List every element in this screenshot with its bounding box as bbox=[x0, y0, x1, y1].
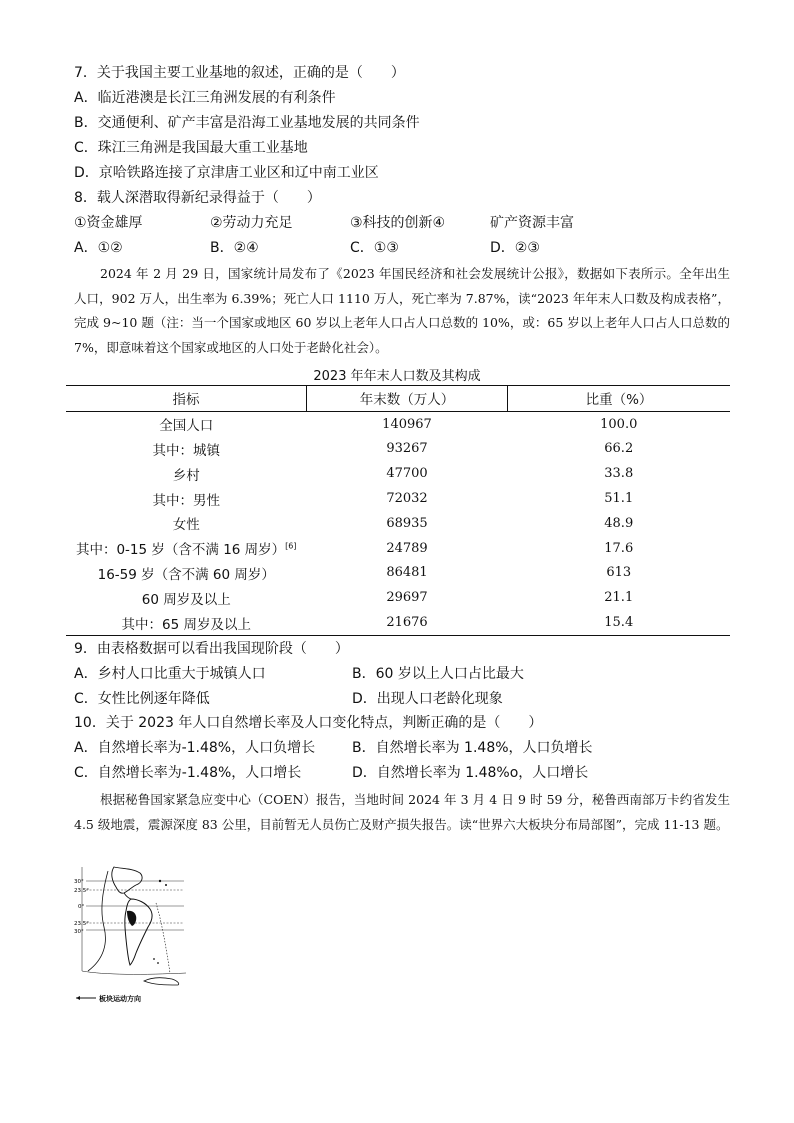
lat-label: 30° bbox=[74, 879, 84, 885]
row-value: 29697 bbox=[386, 590, 428, 606]
island-dot bbox=[157, 962, 159, 964]
peru-region bbox=[127, 911, 136, 926]
island-dot bbox=[159, 880, 161, 882]
passage-population bbox=[74, 262, 730, 360]
q8-item-1: ①资金雄厚 bbox=[74, 215, 143, 231]
q8-option-c: C．①③ bbox=[350, 240, 399, 256]
south-america-outline bbox=[125, 899, 152, 965]
row-label: 女性 bbox=[172, 517, 200, 534]
legend-label: 板块运动方向 bbox=[99, 995, 141, 1003]
q8-item-4: 矿产资源丰富 bbox=[490, 215, 574, 231]
row-label: 其中：65 周岁及以上 bbox=[66, 610, 307, 635]
row-value: 93267 bbox=[386, 441, 428, 457]
row-label: 全国人口 bbox=[159, 418, 214, 435]
q9-option-a: A．乡村人口比重大于城镇人口 bbox=[74, 666, 266, 682]
q8-item-2: ②劳动力充足 bbox=[210, 215, 293, 231]
plate-map-figure bbox=[74, 863, 196, 1005]
row-share: 15.4 bbox=[508, 610, 731, 635]
passage-earthquake-text: 根据秘鲁国家紧急应变中心（COEN）报告，当地时间 2024 年 3 月 4 日 9 时 59 分，秘鲁西南部万卡约省发生 4.5 级地震，震源深度 83 公里，目前暂无人员伤亡及财产损失报告。读“世界六大板块分布局部图”，完成 11-13 题。 bbox=[74, 792, 730, 832]
q9-option-b: B．60 岁以上人口占比最大 bbox=[352, 666, 524, 682]
q9-stem: 9．由表格数据可以看出我国现阶段（ ） bbox=[74, 641, 349, 657]
q8-options bbox=[74, 238, 730, 258]
north-america-outline bbox=[112, 867, 142, 893]
row-value: 24789 bbox=[386, 540, 428, 556]
row-label bbox=[66, 536, 307, 561]
row-value: 68935 bbox=[386, 515, 428, 531]
arrow-left-icon bbox=[76, 996, 80, 1000]
q9-option-c: C．女性比例逐年降低 bbox=[74, 691, 210, 707]
table-row bbox=[66, 585, 730, 610]
q7-option-b: B．交通便利、矿产丰富是沿海工业基地发展的共同条件 bbox=[74, 115, 420, 131]
table-header-row bbox=[66, 386, 730, 412]
plate-boundary-west bbox=[88, 871, 108, 971]
q7-option-d: D．京哈铁路连接了京津唐工业区和辽中南工业区 bbox=[74, 165, 379, 181]
table-row bbox=[66, 411, 730, 436]
header-year-end: 年末数（万人） bbox=[307, 386, 508, 412]
row-share: 51.1 bbox=[604, 491, 634, 507]
passage-earthquake bbox=[74, 788, 730, 837]
row-value: 21676 bbox=[307, 610, 508, 635]
table-row bbox=[66, 461, 730, 486]
row-value: 86481 bbox=[386, 565, 428, 581]
q10-options-row2 bbox=[74, 763, 730, 783]
table-row bbox=[66, 610, 730, 635]
q7-stem: 7．关于我国主要工业基地的叙述，正确的是（ ） bbox=[74, 65, 405, 81]
q8-items bbox=[74, 213, 730, 233]
q10-option-b: B．自然增长率为 1.48%，人口负增长 bbox=[352, 740, 593, 756]
q8-option-a: A．①② bbox=[74, 240, 123, 256]
table-row bbox=[66, 536, 730, 561]
row-value: 47700 bbox=[386, 466, 428, 482]
island-dot bbox=[153, 958, 155, 960]
table-caption: 2023 年年末人口数及其构成 bbox=[313, 369, 481, 384]
row-share: 21.1 bbox=[604, 590, 634, 606]
lat-label: 23.5° bbox=[74, 921, 89, 927]
q10-option-d: D．自然增长率为 1.48%o，人口增长 bbox=[352, 765, 589, 781]
q10-options-row1 bbox=[74, 738, 730, 758]
table-row bbox=[66, 511, 730, 536]
q10-option-c: C．自然增长率为-1.48%，人口增长 bbox=[74, 765, 302, 781]
q7-option-c: C．珠江三角洲是我国最大重工业基地 bbox=[74, 140, 308, 156]
table-row bbox=[66, 486, 730, 511]
lat-label: 23.5° bbox=[74, 888, 89, 894]
q8-option-b: B．②④ bbox=[210, 240, 259, 256]
row-label-text: 其中：0-15 岁（含不满 16 周岁） bbox=[75, 542, 286, 559]
q9-option-d: D．出现人口老龄化现象 bbox=[352, 691, 503, 707]
row-label: 乡村 bbox=[172, 467, 200, 484]
row-value: 140967 bbox=[382, 416, 432, 432]
lat-label: 30° bbox=[74, 929, 84, 935]
row-value: 72032 bbox=[386, 491, 428, 507]
q9-options-row2 bbox=[74, 689, 730, 709]
row-label: 16-59 岁（含不满 60 周岁） bbox=[97, 566, 275, 583]
passage-population-text: 2024 年 2 月 29 日，国家统计局发布了《2023 年国民经济和社会发展统计公报》，数据如下表所示。全年出生人口，902 万人，出生率为 6.39%；死亡人口 1110 万人，死亡率为 7.87%，读“2023 年年末人口数及构成表格”，完成 9~10 题（注：当一个国家或地区 60 岁以上老年人口占人口总数的 10%，或：65 岁以上老年人口占人口总数的 7%，即意味着这个国家或地区的人口处于老龄化社会）。 bbox=[74, 266, 730, 355]
row-share: 48.9 bbox=[604, 515, 634, 531]
row-share: 66.2 bbox=[604, 441, 634, 457]
q9-options-row1 bbox=[74, 664, 730, 684]
q8-stem: 8．载人深潜取得新纪录得益于（ ） bbox=[74, 190, 321, 206]
q7-option-a: A．临近港澳是长江三角洲发展的有利条件 bbox=[74, 90, 336, 106]
header-share: 比重（%） bbox=[508, 386, 731, 412]
lat-label: 0° bbox=[78, 904, 85, 910]
footnote-ref: [6] bbox=[285, 541, 297, 551]
island-dot bbox=[165, 884, 167, 886]
row-label: 其中：男性 bbox=[152, 492, 220, 509]
row-share: 17.6 bbox=[604, 540, 634, 556]
population-table bbox=[66, 385, 730, 636]
q8-option-d: D．②③ bbox=[490, 240, 540, 256]
q10-option-a: A．自然增长率为-1.48%，人口负增长 bbox=[74, 740, 316, 756]
row-share: 33.8 bbox=[604, 466, 634, 482]
central-america-outline bbox=[124, 893, 131, 899]
q10-stem: 10．关于 2023 年人口自然增长率及人口变化特点，判断正确的是（ ） bbox=[74, 715, 543, 731]
row-label: 其中：城镇 bbox=[152, 442, 220, 459]
antarctica-outline bbox=[144, 978, 179, 985]
row-share: 100.0 bbox=[600, 416, 638, 432]
header-indicator: 指标 bbox=[66, 386, 307, 412]
row-share: 613 bbox=[606, 565, 632, 581]
table-row bbox=[66, 437, 730, 462]
plate-map bbox=[74, 863, 196, 1005]
row-label: 60 周岁及以上 bbox=[141, 591, 231, 608]
q8-item-3: ③科技的创新④ bbox=[350, 215, 446, 231]
table-row bbox=[66, 561, 730, 586]
